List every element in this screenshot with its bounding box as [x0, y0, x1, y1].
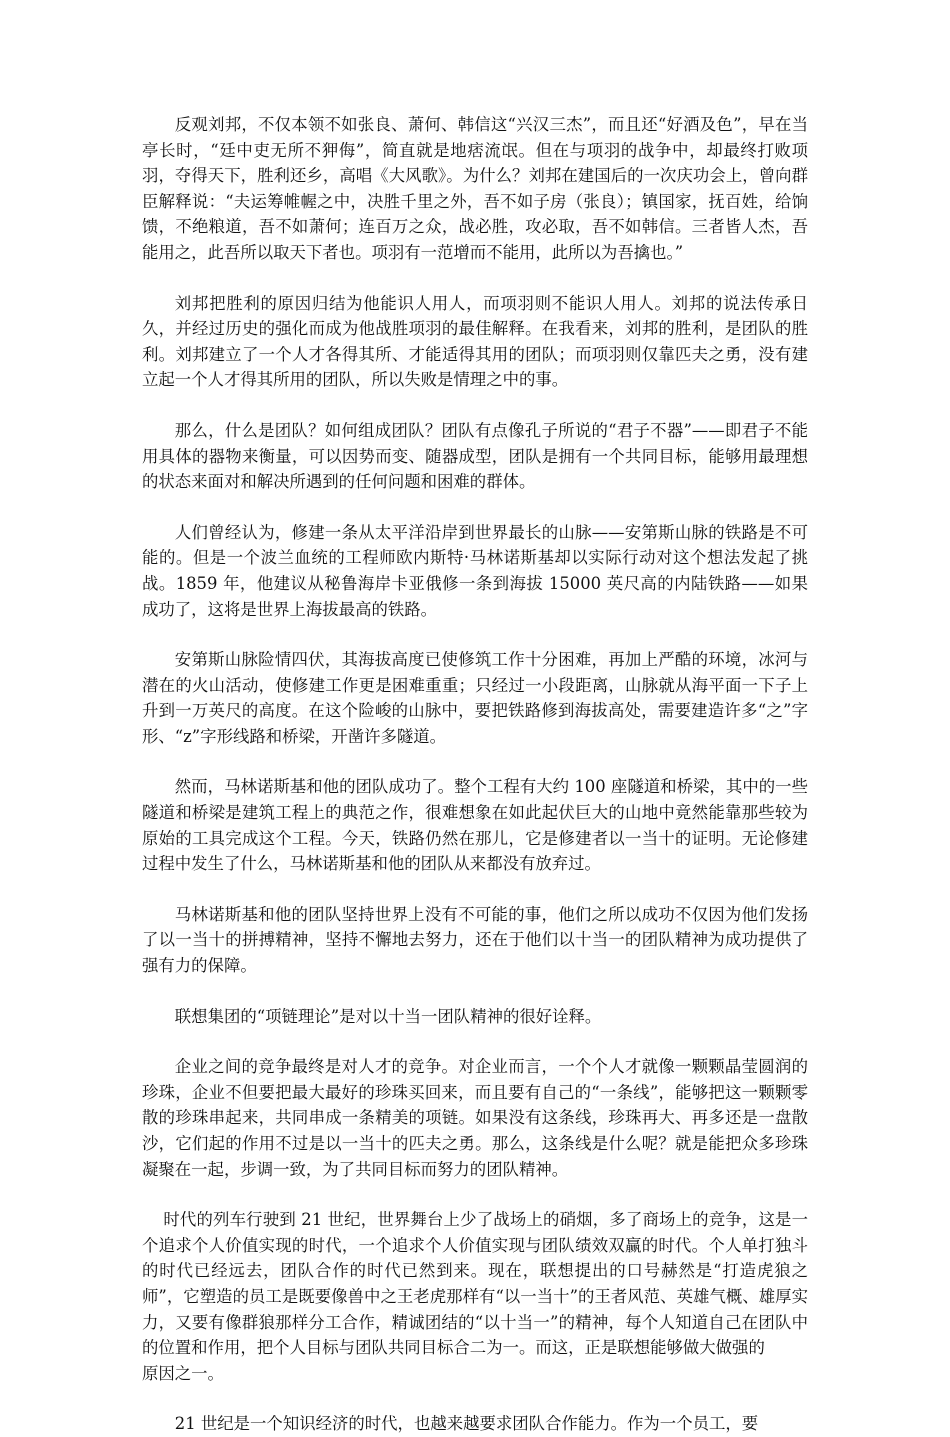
paragraph-knowledge-economy: 21 世纪是一个知识经济的时代，也越来越要求团队合作能力。作为一个员工，要 [174, 1414, 759, 1434]
paragraph-liu-bang: 反观刘邦，不仅本领不如张良、萧何、韩信这“兴汉三杰”，而且还“好酒及色”，早在当亭长时，“廷中吏无所不狎侮”，简直就是地痞流氓。但在与项羽的战争中，却最终打败项羽，夺得天下，胜利还乡，高唱《大风歌》。为什么？刘邦在建国后的一次庆功会上，曾向群臣解释说：“夫运筹帷幄之中，决胜千里之外，吾不如子房（张良）；镇国家，抚百姓，给饷馈，不绝粮道，吾不如萧何；连百万之众，战必胜，攻必取，吾不如韩信。三者皆人杰，吾能用之，此吾所以取天下者也。项羽有一范增而不能用，此所以为吾擒也。” [142, 115, 808, 262]
paragraph-team-spirit: 马林诺斯基和他的团队坚持世界上没有不可能的事，他们之所以成功不仅因为他们发扬了以一当十的拼搏精神，坚持不懈地去努力，还在于他们以十当一的团队精神为成功提供了强有力的保障。 [142, 904, 808, 976]
document-page [142, 112, 808, 1437]
paragraph-andes-difficulty: 安第斯山脉险情四伏，其海拔高度已使修筑工作十分困难，再加上严酷的环境，冰河与潜在的火山活动，使修建工作更是困难重重；只经过一小段距离，山脉就从海平面一下子上升到一万英尺的高度。在这个险峻的山脉中，要把铁路修到海拔高处，需要建造许多“之”字形、“z”字形线路和桥梁，开凿许多隧道。 [142, 650, 808, 746]
paragraph-talent-competition: 企业之间的竞争最终是对人才的竞争。对企业而言，一个个人才就像一颗颗晶莹圆润的珍珠，企业不但要把最大最好的珍珠买回来，而且要有自己的“一条线”，能够把这一颗颗零散的珍珠串起来，共同串成一条精美的项链。如果没有这条线，珍珠再大、再多还是一盘散沙，它们起的作用不过是以一当十的匹夫之勇。那么，这条线是什么呢？就是能把众多珍珠凝聚在一起，步调一致，为了共同目标而努力的团队精神。 [142, 1057, 808, 1179]
paragraph-andes-railway: 人们曾经认为，修建一条从太平洋沿岸到世界最长的山脉——安第斯山脉的铁路是不可能的。但是一个波兰血统的工程师欧内斯特·马林诺斯基却以实际行动对这个想法发起了挑战。1859 年，他建议从秘鲁海岸卡亚俄修一条到海拔 15000 英尺高的内陆铁路——如果成功了，这将是世界上海拔最高的铁路。 [142, 522, 808, 619]
paragraph-team-success: 然而，马林诺斯基和他的团队成功了。整个工程有大约 100 座隧道和桥梁，其中的一些隧道和桥梁是建筑工程上的典范之作，很难想象在如此起伏巨大的山地中竟然能靠那些较为原始的工具完成这个工程。今天，铁路仍然在那儿，它是修建者以一当十的证明。无论修建过程中发生了什么，马林诺斯基和他的团队从来都没有放弃过。 [142, 777, 808, 874]
paragraph-victory-reason: 刘邦把胜利的原因归结为他能识人用人，而项羽则不能识人用人。刘邦的说法传承日久，并经过历史的强化而成为他战胜项羽的最佳解释。在我看来，刘邦的胜利，是团队的胜利。刘邦建立了一个人才各得其所、才能适得其用的团队；而项羽则仅靠匹夫之勇，没有建立起一个人才得其所用的团队，所以失败是情理之中的事。 [142, 293, 808, 390]
paragraph-necklace-theory: 联想集团的“项链理论”是对以十当一团队精神的很好诠释。 [174, 1006, 602, 1026]
paragraph-what-is-team: 那么，什么是团队？如何组成团队？团队有点像孔子所说的“君子不器”——即君子不能用具体的器物来衡量，可以因势而变、随器成型，团队是拥有一个共同目标，能够用最理想的状态来面对和解决所遇到的任何问题和困难的群体。 [142, 420, 808, 492]
paragraph-21st-century-train: 时代的列车行驶到 21 世纪，世界舞台上少了战场上的硝烟，多了商场上的竞争，这是一个追求个人价值实现的时代，一个追求个人价值实现与团队绩效双赢的时代。个人单打独斗的时代已经远去，团队合作的时代已然到来。现在，联想提出的口号赫然是“打造虎狼之师”，它塑造的员工是既要像兽中之王老虎那样有“以一当十”的王者风范、英雄气概、雄厚实力，又要有像群狼那样分工合作，精诚团结的“以十当一”的精神，每个人知道自己在团队中的位置和作用，把个人目标与团队共同目标合二为一。而这，正是联想能够做大做强的 原因之一。 [142, 1210, 808, 1383]
